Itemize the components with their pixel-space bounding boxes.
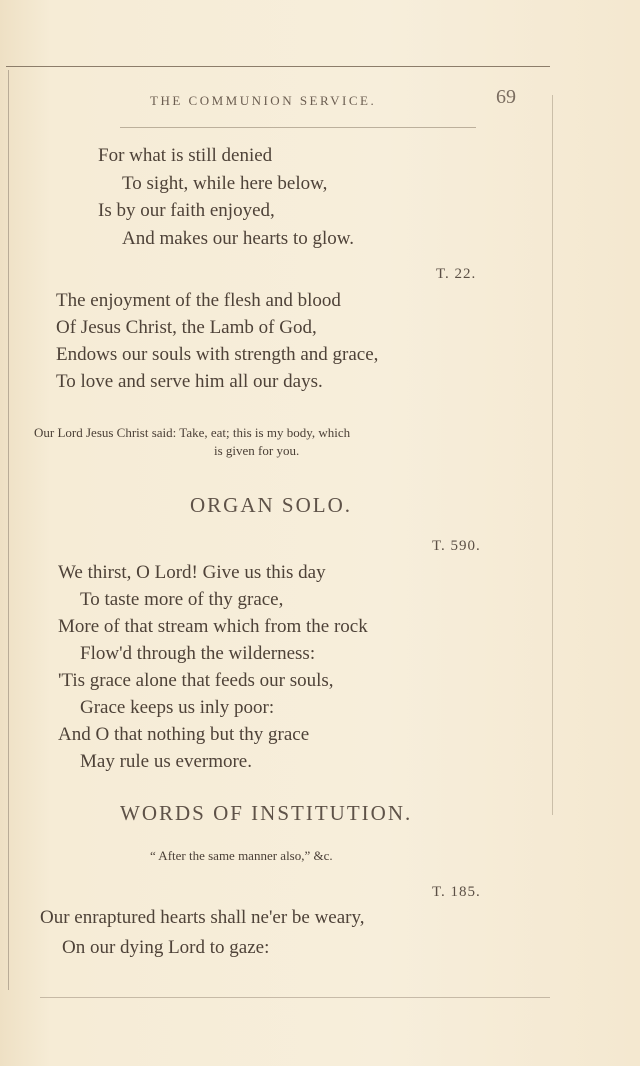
verse-line: For what is still denied [98, 145, 273, 166]
hymn-line: May rule us evermore. [80, 751, 252, 772]
hymn-line: We thirst, O Lord! Give us this day [58, 562, 326, 583]
top-border-rule [6, 66, 550, 67]
rubric-line: is given for you. [214, 443, 300, 458]
hymn-line: Of Jesus Christ, the Lamb of God, [56, 317, 317, 338]
verse-line: Is by our faith enjoyed, [98, 200, 275, 221]
tune-number: T. 590. [432, 538, 481, 554]
hymn-line: To love and serve him all our days. [56, 371, 323, 392]
hymn-line: On our dying Lord to gaze: [62, 937, 270, 958]
tune-number: T. 22. [436, 266, 477, 282]
hymn-line: Flow'd through the wilderness: [80, 643, 316, 664]
words-of-institution-heading: WORDS OF INSTITUTION. [120, 801, 413, 825]
bottom-border-rule [40, 997, 550, 998]
hymn-line: 'Tis grace alone that feeds our souls, [58, 670, 334, 691]
hymn-line: Endows our souls with strength and grace, [56, 344, 379, 365]
right-margin-line [552, 95, 553, 815]
tune-number: T. 185. [432, 884, 481, 900]
hymn-line: The enjoyment of the flesh and blood [56, 290, 341, 311]
left-margin-line [8, 70, 9, 990]
rubric-line: Our Lord Jesus Christ said: Take, eat; this is my body, which [34, 425, 351, 440]
verse-line: And makes our hearts to glow. [122, 228, 354, 249]
hymn-line: And O that nothing but thy grace [58, 724, 310, 745]
hymn-line: Grace keeps us inly poor: [80, 697, 275, 718]
hymn-line: More of that stream which from the rock [58, 616, 368, 637]
rubric-line: “ After the same manner also,” &c. [150, 848, 333, 863]
hymn-line: To taste more of thy grace, [80, 589, 284, 610]
hymn-line: Our enraptured hearts shall ne'er be weary, [40, 907, 365, 928]
page-number: 69 [496, 86, 516, 108]
organ-solo-heading: ORGAN SOLO. [190, 493, 353, 517]
running-title: THE COMMUNION SERVICE. [150, 93, 377, 108]
header-underline-rule [120, 127, 476, 128]
verse-line: To sight, while here below, [122, 173, 328, 194]
